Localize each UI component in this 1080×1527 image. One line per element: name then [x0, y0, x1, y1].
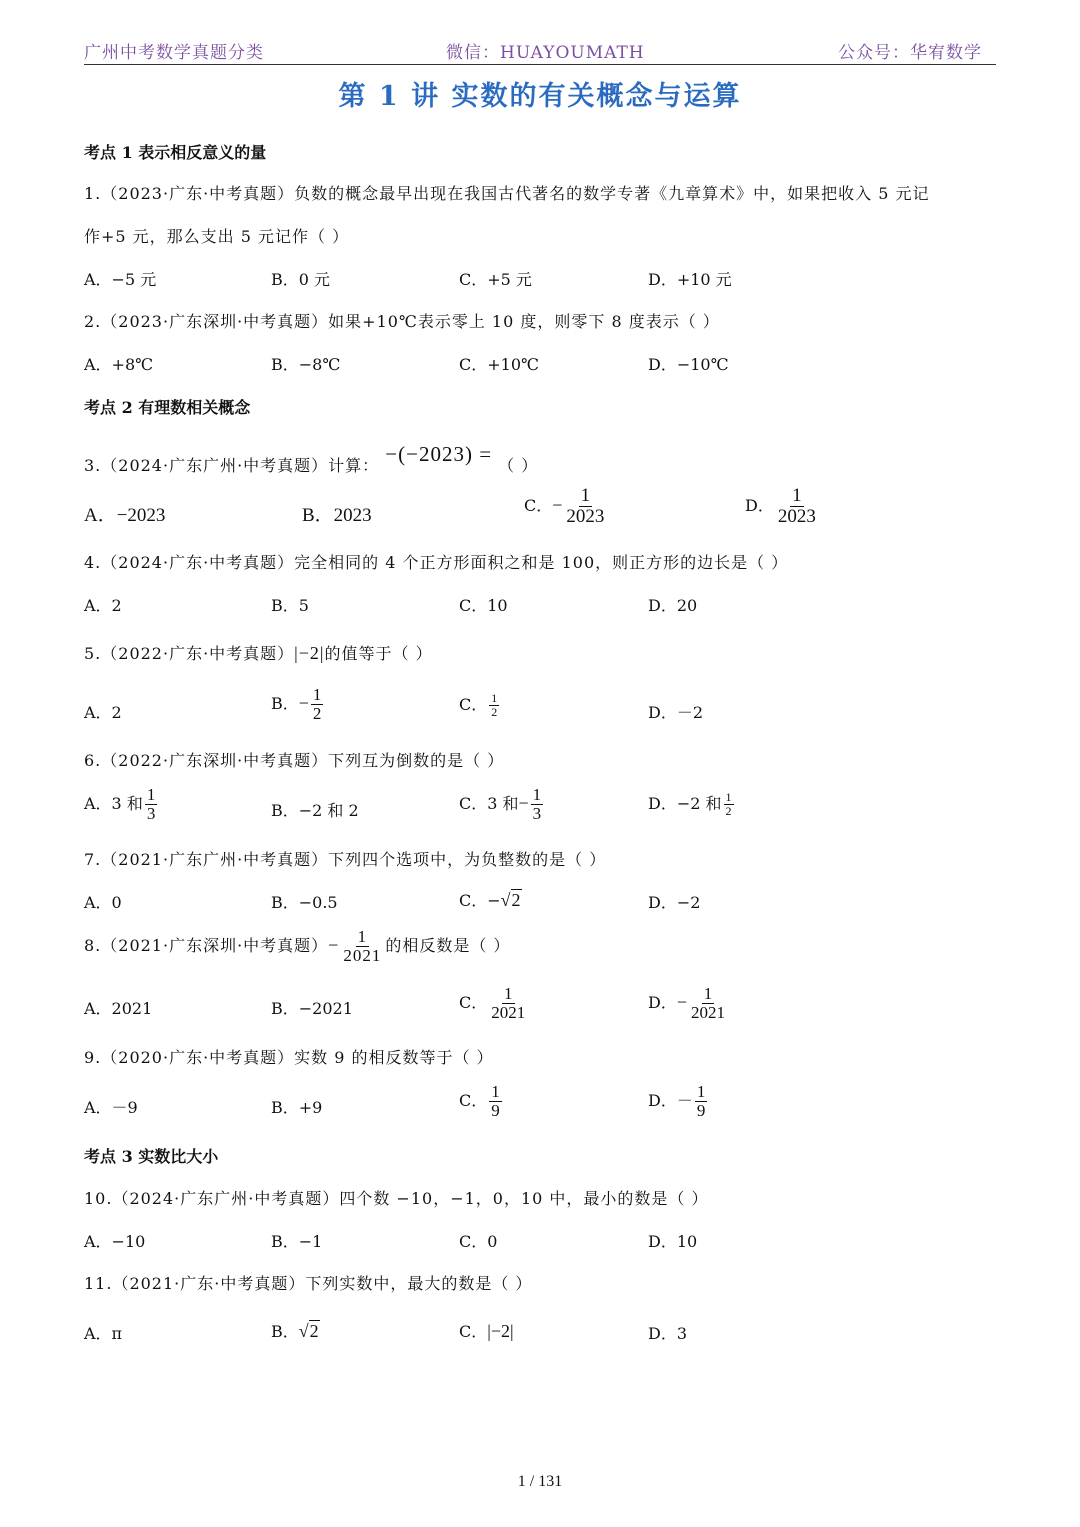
q9-c-fraction: [489, 1083, 502, 1120]
q6-option-b: B．−2 和 2: [271, 801, 359, 820]
question-9: 9.（2020·广东·中考真题）实数 9 的相反数等于（ ）: [84, 1048, 494, 1067]
q9-c-label: C．: [459, 1090, 488, 1110]
page-title: 第 1 讲 实数的有关概念与运算: [338, 81, 742, 112]
q5-option-a: A．2: [84, 703, 122, 722]
q8-option-a: A．2021: [84, 999, 153, 1018]
q10-option-d: D．10: [648, 1232, 698, 1251]
q11-c-abs: |−2|: [487, 1321, 514, 1341]
q5-tail: 的值等于（ ）: [324, 644, 433, 663]
q8-d-label: D．: [648, 992, 677, 1012]
question-11: 11.（2021·广东·中考真题）下列实数中，最大的数是（ ）: [84, 1274, 533, 1293]
q9-option-b: B．+9: [271, 1098, 323, 1117]
q1-option-b: B．0 元: [271, 270, 331, 289]
q3-stem: 3.（2024·广东广州·中考真题）计算：: [84, 456, 380, 475]
q8-den: 2021: [343, 945, 382, 965]
q8-d-den: 2021: [691, 1002, 725, 1022]
q11-b-label: B．: [271, 1322, 299, 1341]
q6-a-num: 1: [146, 785, 156, 804]
q5-stem: 5.（2022·广东·中考真题）: [84, 644, 295, 663]
q3-d-label: D．: [745, 495, 774, 515]
q8-c-den: 2021: [491, 1002, 526, 1022]
q6-option-c: [459, 786, 545, 823]
q6-d-num: 1: [725, 790, 732, 805]
q11-b-sqrt: √2: [298, 1321, 319, 1341]
q3-d-num: 1: [792, 485, 802, 506]
q6-option-d: [648, 791, 736, 818]
q11-option-c: [459, 1319, 514, 1342]
q5-b-fraction: [311, 686, 324, 723]
q8-fraction: [341, 928, 383, 965]
q6-c-sign: −: [518, 792, 529, 813]
question-1-line-1: 1.（2023·广东·中考真题）负数的概念最早出现在我国古代著名的数学专著《九章算术》中，如果把收入 5 元记: [84, 184, 930, 203]
q5-b-label: B．: [271, 693, 299, 713]
q5-option-c: [459, 692, 501, 719]
q8-tail: 的相反数是（ ）: [385, 935, 511, 955]
q6-a-den: 3: [146, 803, 156, 823]
header-right: 公众号：华宥数学: [838, 43, 982, 63]
q3-c-label: C．: [524, 495, 553, 515]
q6-c-den: 3: [532, 803, 542, 823]
q8-c-label: C．: [459, 992, 488, 1012]
q9-option-d: [648, 1083, 709, 1120]
q5-b-num: 1: [312, 685, 322, 704]
q6-c-label: C．3 和: [459, 793, 519, 813]
q6-a-label: A．3 和: [84, 793, 143, 813]
q6-c-num: 1: [532, 785, 542, 804]
question-3: [84, 442, 539, 477]
q9-d-den: 9: [696, 1100, 706, 1120]
q5-c-num: 1: [491, 691, 498, 706]
q7-c-label: C．−: [459, 891, 501, 910]
q8-option-b: B．−2021: [271, 999, 353, 1018]
q3-tail: （ ）: [498, 456, 539, 475]
q11-option-d: D．3: [648, 1324, 688, 1343]
question-1-line-2: 作+5 元，那么支出 5 元记作（ ）: [84, 227, 350, 246]
q8-num: 1: [357, 927, 368, 946]
q5-b-den: 2: [312, 703, 322, 723]
q5-c-den: 2: [491, 705, 498, 719]
q8-option-d: [648, 985, 729, 1022]
page-number: 1 / 131: [517, 1473, 563, 1490]
q3-c-sign: −: [552, 494, 563, 515]
header-divider: [84, 64, 996, 65]
q2-option-b: B．−8℃: [271, 355, 341, 374]
q8-d-sign: −: [676, 991, 687, 1012]
q9-d-fraction: [695, 1083, 708, 1120]
q11-option-b: [271, 1319, 320, 1342]
q11-b-radicand: 2: [309, 1321, 319, 1341]
q3-d-fraction: [776, 486, 818, 527]
q3-option-b: B．2023: [302, 505, 372, 526]
q9-option-a: A．－9: [84, 1098, 138, 1117]
q10-option-a: A．−10: [84, 1232, 146, 1251]
question-4: 4.（2024·广东·中考真题）完全相同的 4 个正方形面积之和是 100，则正方形的边长是（ ）: [84, 553, 789, 572]
q4-option-a: A．2: [84, 596, 122, 615]
q3-option-c: [524, 486, 608, 527]
q3-option-d: [745, 486, 820, 527]
q1-option-d: D．+10 元: [648, 270, 732, 289]
q10-option-c: C．0: [459, 1232, 498, 1251]
q2-option-c: C．+10℃: [459, 355, 539, 374]
q4-option-b: B．5: [271, 596, 309, 615]
q8-c-fraction: [489, 985, 527, 1022]
q8-c-num: 1: [504, 984, 513, 1003]
q3-c-num: 1: [580, 485, 591, 506]
section-heading-1: 考点 1 表示相反意义的量: [84, 143, 267, 162]
q6-d-fraction: [724, 791, 734, 817]
q4-option-c: C．10: [459, 596, 508, 615]
q7-option-b: B．−0.5: [271, 893, 338, 912]
q3-d-den: 2023: [777, 505, 816, 527]
q6-d-den: 2: [725, 804, 732, 818]
q10-option-b: B．−1: [271, 1232, 323, 1251]
question-7: 7.（2021·广东广州·中考真题）下列四个选项中，为负整数的是（ ）: [84, 850, 607, 869]
q5-abs-value: |−2|: [294, 643, 325, 663]
q3-option-a: A．−2023: [84, 505, 166, 526]
q9-c-num: 1: [491, 1082, 500, 1101]
question-8: [84, 928, 510, 965]
q8-d-fraction: [689, 985, 727, 1022]
q4-option-d: D．20: [648, 596, 698, 615]
q5-option-d: D．－2: [648, 703, 704, 722]
q1-option-a: A．−5 元: [84, 270, 157, 289]
q11-c-label: C．: [459, 1322, 488, 1341]
q8-sign: −: [328, 934, 340, 955]
q3-c-den: 2023: [566, 505, 605, 527]
q5-c-label: C．: [459, 695, 488, 714]
q2-option-a: A．+8℃: [84, 355, 154, 374]
q3-c-fraction: [564, 486, 606, 527]
q6-option-a: [84, 786, 159, 823]
q9-d-num: 1: [696, 1082, 706, 1101]
q5-c-fraction: [489, 692, 499, 718]
section-heading-2: 考点 2 有理数相关概念: [84, 398, 251, 417]
q9-c-den: 9: [491, 1100, 500, 1120]
q6-d-label: D．−2 和: [648, 794, 722, 813]
q7-c-sqrt: √2: [500, 890, 521, 910]
question-2: 2.（2023·广东深圳·中考真题）如果+10℃表示零上 10 度，则零下 8 度表示（ ）: [84, 312, 720, 331]
q5-b-sign: −: [298, 692, 309, 713]
section-heading-3: 考点 3 实数比大小: [84, 1147, 219, 1166]
q6-c-fraction: [531, 786, 544, 823]
q7-option-c: [459, 888, 522, 911]
q7-c-radicand: 2: [511, 890, 521, 910]
q9-d-label: D．－: [648, 1090, 693, 1110]
q6-a-fraction: [145, 786, 158, 823]
q7-option-a: A．0: [84, 893, 122, 912]
q3-expression: −(−2023) =: [385, 442, 493, 466]
q8-d-num: 1: [703, 984, 713, 1003]
header-left: 广州中考数学真题分类: [84, 43, 264, 63]
q7-option-d: D．−2: [648, 893, 701, 912]
q11-option-a: A．π: [84, 1324, 123, 1343]
header-center: 微信：HUAYOUMATH: [446, 43, 645, 63]
q2-option-d: D．−10℃: [648, 355, 729, 374]
q1-option-c: C．+5 元: [459, 270, 532, 289]
q9-option-c: [459, 1083, 504, 1120]
question-5: [84, 641, 433, 664]
q8-stem: 8.（2021·广东深圳·中考真题）: [84, 935, 329, 955]
question-10: 10.（2024·广东广州·中考真题）四个数 −10，−1，0，10 中，最小的数是（ ）: [84, 1189, 709, 1208]
q5-option-b: [271, 686, 325, 723]
question-6: 6.（2022·广东深圳·中考真题）下列互为倒数的是（ ）: [84, 751, 505, 770]
q8-option-c: [459, 985, 529, 1022]
